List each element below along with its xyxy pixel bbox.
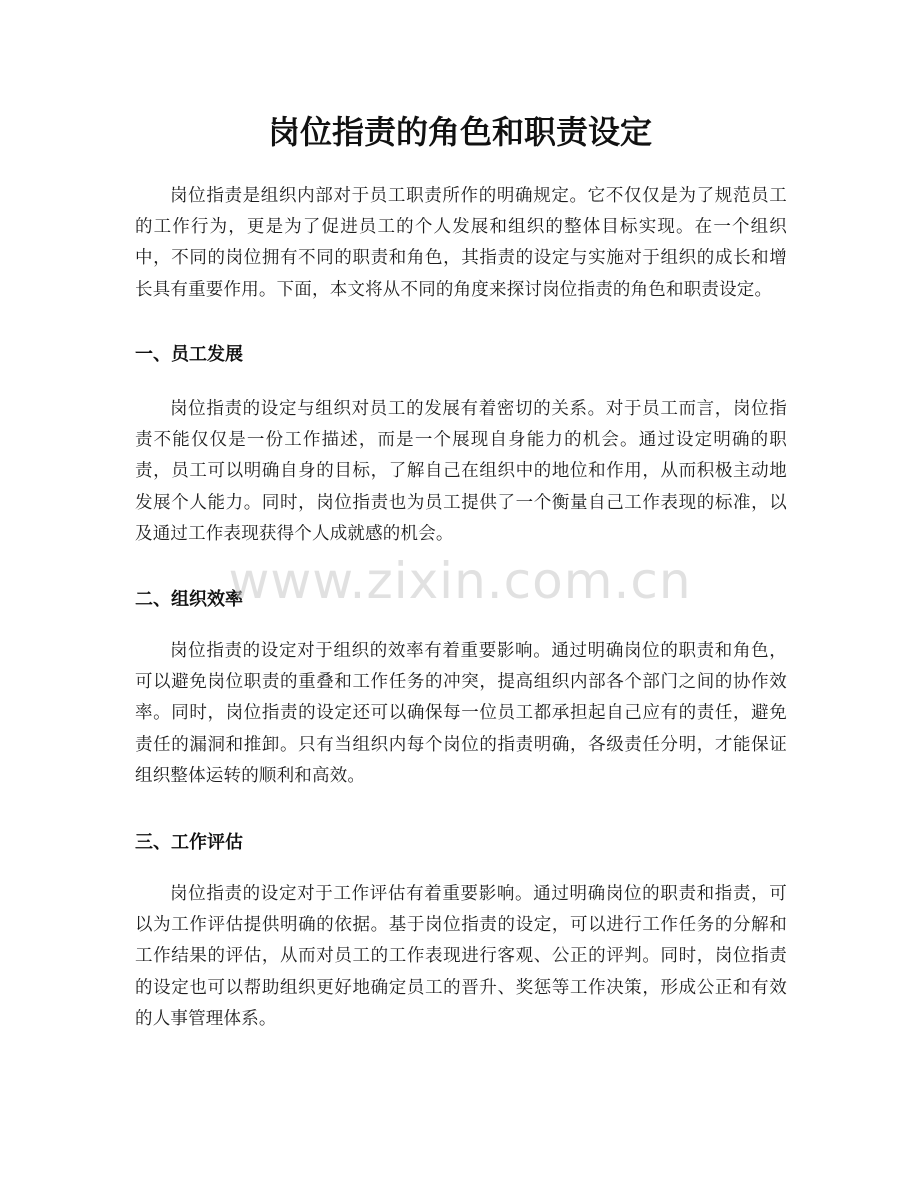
intro-paragraph: 岗位指责是组织内部对于员工职责所作的明确规定。它不仅仅是为了规范员工的工作行为，更是为了促进员工的个人发展和组织的整体目标实现。在一个组织中，不同的岗位拥有不同的职责和角色，其指责的设定与实施对于组织的成长和增长具有重要作用。下面，本文将从不同的角度来探讨岗位指责的角色和职责设定。 xyxy=(135,186,787,300)
section-heading-work-evaluation: 三、工作评估 xyxy=(135,832,243,853)
section-body-work-evaluation: 岗位指责的设定对于工作评估有着重要影响。通过明确岗位的职责和指责，可以为工作评估提供明确的依据。基于岗位指责的设定，可以进行工作任务的分解和工作结果的评估，从而对员工的工作表现进行客观、公正的评判。同时，岗位指责的设定也可以帮助组织更好地确定员工的晋升、奖惩等工作决策，形成公正和有效的人事管理体系。 xyxy=(135,884,787,1029)
watermark: www.zixin.com.cn xyxy=(228,552,692,610)
section-heading-organization-efficiency: 二、组织效率 xyxy=(135,589,243,610)
section-body-employee-development: 岗位指责的设定与组织对员工的发展有着密切的关系。对于员工而言，岗位指责不能仅仅是一份工作描述，而是一个展现自身能力的机会。通过设定明确的职责，员工可以明确自身的目标，了解自己在组织中的地位和作用，从而积极主动地发展个人能力。同时，岗位指责也为员工提供了一个衡量自己工作表现的标准，以及通过工作表现获得个人成就感的机会。 xyxy=(135,399,787,544)
section-heading-employee-development: 一、员工发展 xyxy=(135,344,243,365)
section-body-organization-efficiency: 岗位指责的设定对于组织的效率有着重要影响。通过明确岗位的职责和角色，可以避免岗位职责的重叠和工作任务的冲突，提高组织内部各个部门之间的协作效率。同时，岗位指责的设定还可以确保每一位员工都承担起自己应有的责任，避免责任的漏洞和推卸。只有当组织内每个岗位的指责明确，各级责任分明，才能保证组织整体运转的顺利和高效。 xyxy=(135,641,787,786)
document-title: 岗位指责的角色和职责设定 xyxy=(267,113,652,151)
